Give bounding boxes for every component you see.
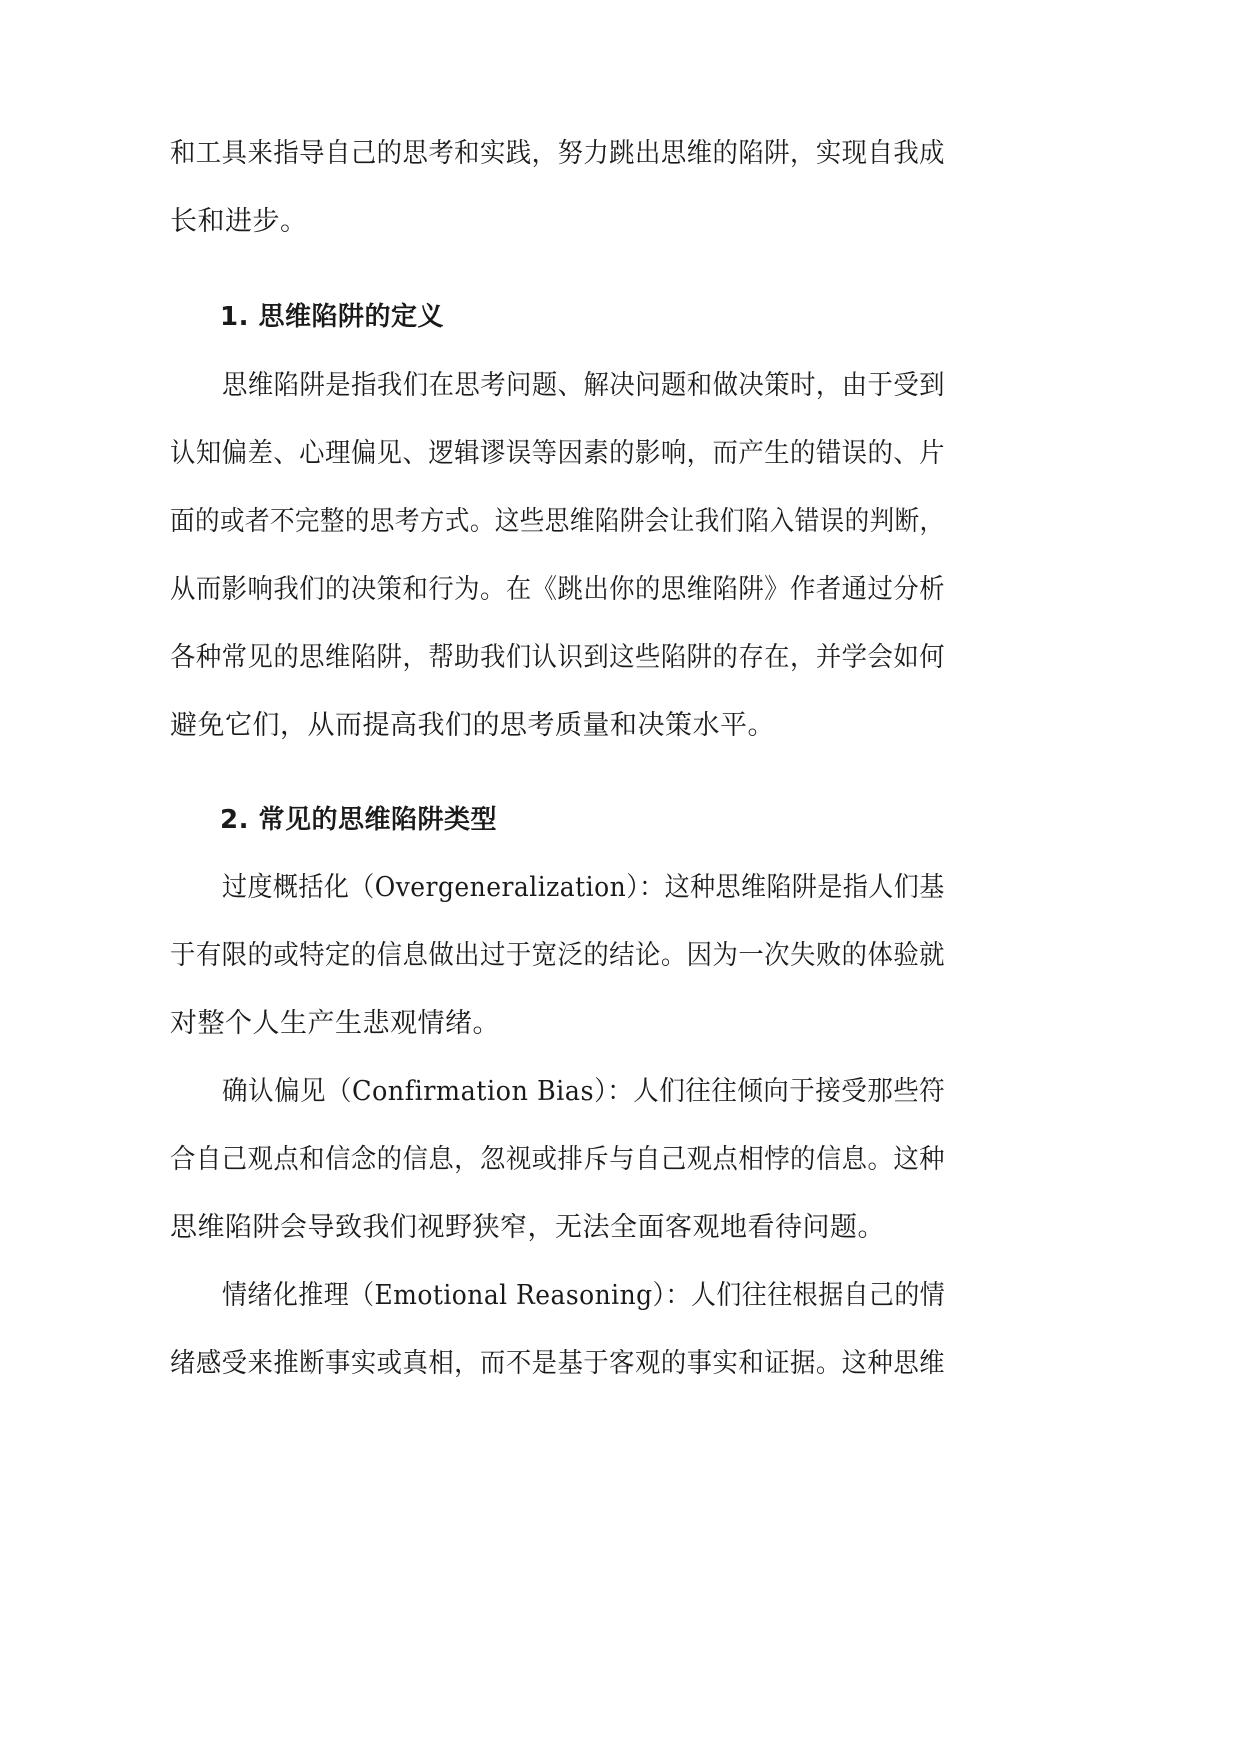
s2-er-line-2: 绪感受来推断事实或真相，而不是基于客观的事实和证据。这种思维 — [170, 1348, 945, 1379]
s1-line-5: 各种常见的思维陷阱，帮助我们认识到这些陷阱的存在，并学会如何 — [170, 642, 945, 673]
s2-cb-line-2: 合自己观点和信念的信息，忽视或排斥与自己观点相悖的信息。这种 — [170, 1144, 945, 1175]
intro-line-1: 和工具来指导自己的思考和实践，努力跳出思维的陷阱，实现自我成 — [170, 138, 945, 169]
intro-line-2: 长和进步。 — [170, 206, 308, 237]
s1-line-4: 从而影响我们的决策和行为。在《跳出你的思维陷阱》作者通过分析 — [170, 574, 945, 605]
s1-line-2: 认知偏差、心理偏见、逻辑谬误等因素的影响，而产生的错误的、片 — [170, 438, 945, 469]
s1-line-3: 面的或者不完整的思考方式。这些思维陷阱会让我们陷入错误的判断， — [170, 506, 945, 537]
s2-er-line-1: 情绪化推理（Emotional Reasoning）：人们往往根据自己的情 — [222, 1280, 946, 1311]
s2-og-line-1: 过度概括化（Overgeneralization）：这种思维陷阱是指人们基 — [222, 872, 945, 903]
section-1-title: 1. 思维陷阱的定义 — [220, 302, 445, 332]
s1-line-1: 思维陷阱是指我们在思考问题、解决问题和做决策时，由于受到 — [222, 370, 945, 401]
s2-cb-line-3: 思维陷阱会导致我们视野狭窄，无法全面客观地看待问题。 — [170, 1212, 885, 1243]
s2-cb-line-1: 确认偏见（Confirmation Bias）：人们往往倾向于接受那些符 — [222, 1076, 946, 1107]
section-2-title: 2. 常见的思维陷阱类型 — [220, 805, 498, 835]
s2-og-line-2: 于有限的或特定的信息做出过于宽泛的结论。因为一次失败的体验就 — [170, 940, 945, 971]
s1-line-6: 避免它们，从而提高我们的思考质量和决策水平。 — [170, 710, 775, 741]
s2-og-line-3: 对整个人生产生悲观情绪。 — [170, 1008, 500, 1039]
